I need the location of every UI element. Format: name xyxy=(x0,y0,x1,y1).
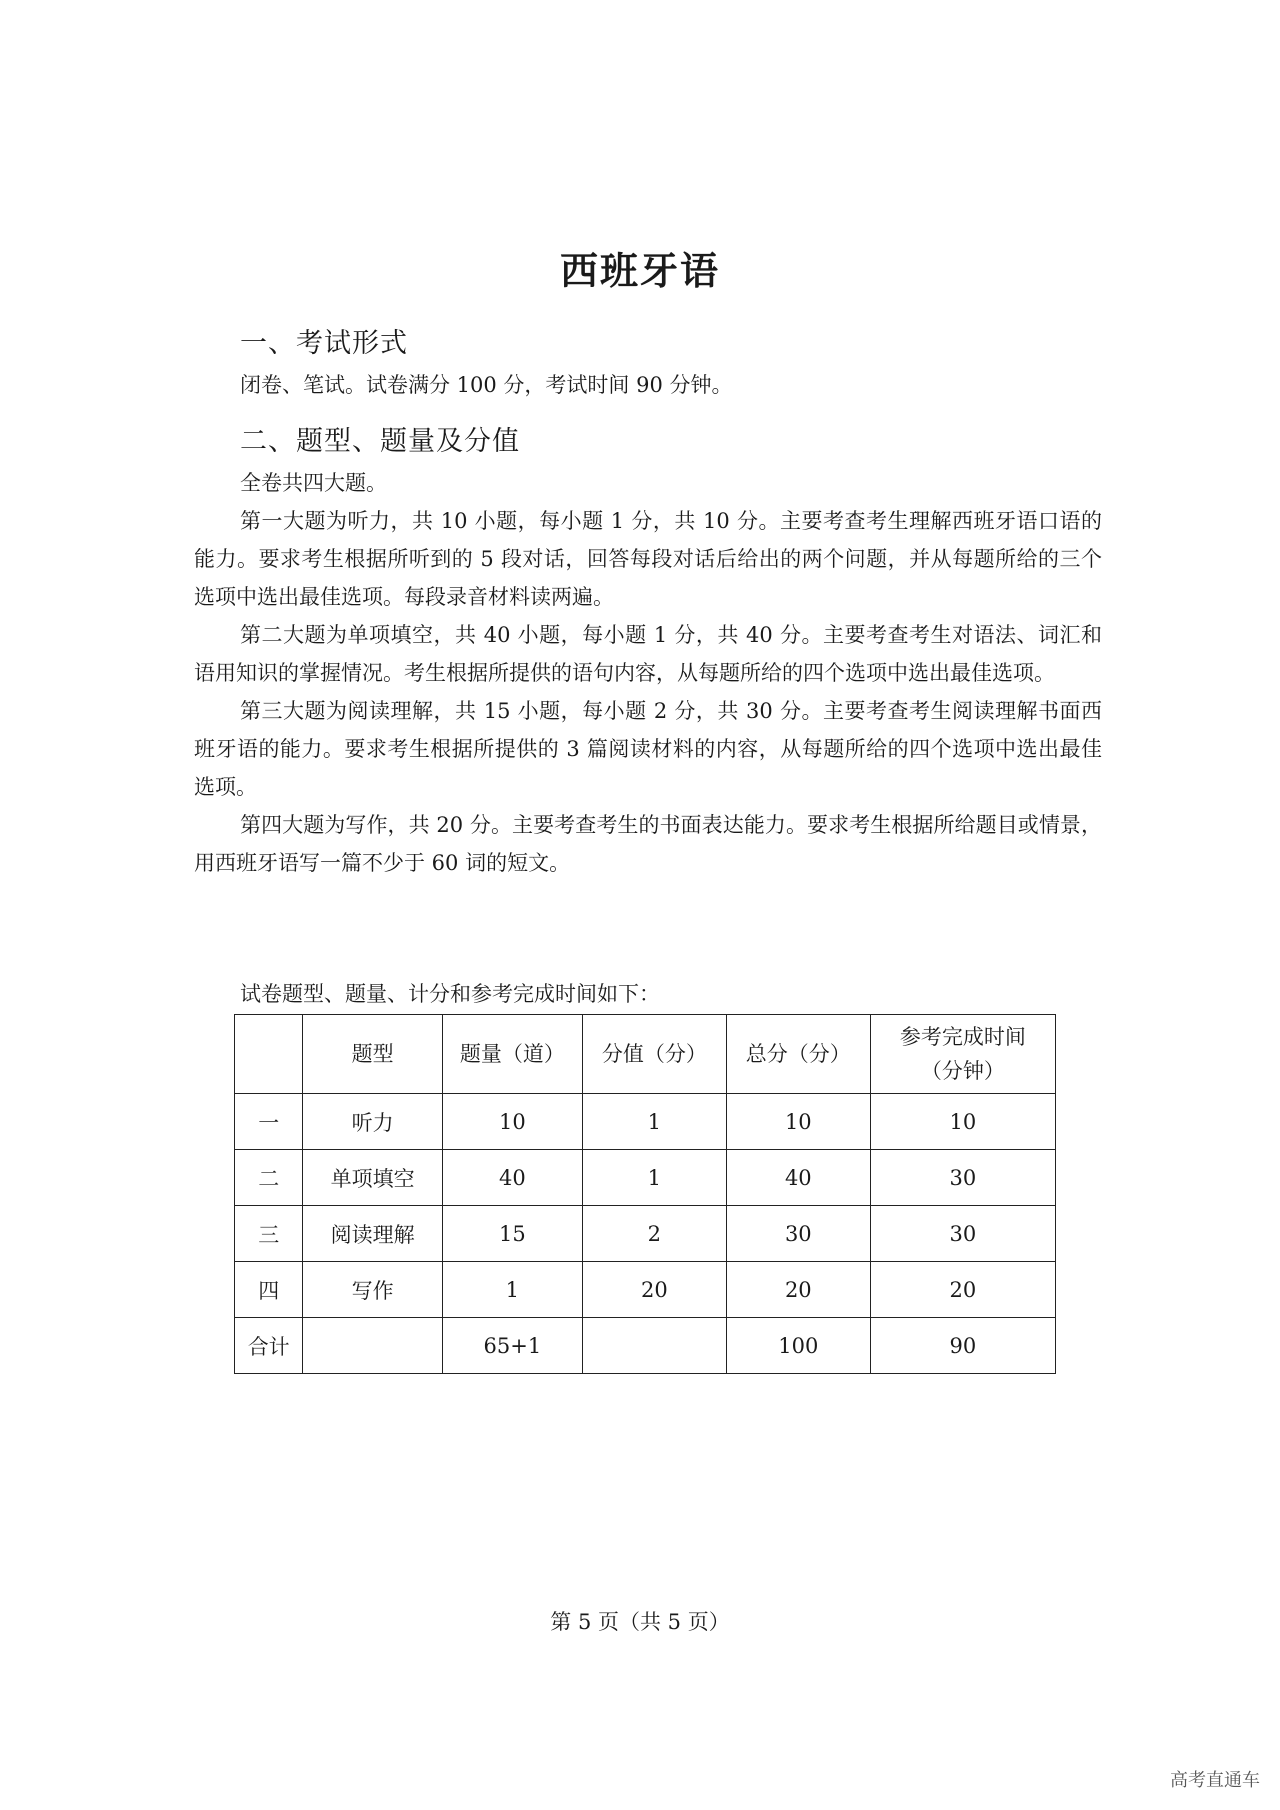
reading-paragraph: 第三大题为阅读理解，共 15 小题，每小题 2 分，共 30 分。主要考查考生阅读理解书面西班牙语的能力。要求考生根据所提供的 3 篇阅读材料的内容，从每题所给的四个选项中选出最佳选项。 xyxy=(194,699,1102,799)
cell-total: 100 xyxy=(726,1318,870,1374)
listening-paragraph: 第一大题为听力，共 10 小题，每小题 1 分，共 10 分。主要考查考生理解西班牙语口语的能力。要求考生根据所听到的 5 段对话，回答每段对话后给出的两个问题，并从每题所给的三个选项中选出最佳选项。每段录音材料读两遍。 xyxy=(194,509,1102,609)
cell-time: 30 xyxy=(870,1150,1055,1206)
header-time xyxy=(870,1015,1055,1094)
cell-total: 30 xyxy=(726,1206,870,1262)
header-time-line2: （分钟） xyxy=(920,1059,1005,1083)
cell-time: 10 xyxy=(870,1094,1055,1150)
fill-in-paragraph: 第二大题为单项填空，共 40 小题，每小题 1 分，共 40 分。主要考查考生对语法、词汇和语用知识的掌握情况。考生根据所提供的语句内容，从每题所给的四个选项中选出最佳选项。 xyxy=(194,623,1102,685)
cell-index: 二 xyxy=(235,1150,303,1206)
cell-time: 30 xyxy=(870,1206,1055,1262)
table-row xyxy=(235,1150,1056,1206)
cell-value: 20 xyxy=(582,1262,726,1318)
cell-count: 40 xyxy=(442,1150,582,1206)
overview-paragraph: 全卷共四大题。 xyxy=(240,471,387,495)
table-row xyxy=(235,1262,1056,1318)
cell-type xyxy=(303,1318,442,1374)
section-heading-question-types: 二、题型、题量及分值 xyxy=(240,426,520,457)
cell-type: 单项填空 xyxy=(303,1150,442,1206)
cell-count: 10 xyxy=(442,1094,582,1150)
cell-index: 一 xyxy=(235,1094,303,1150)
cell-index: 合计 xyxy=(235,1318,303,1374)
header-count: 题量（道） xyxy=(442,1015,582,1094)
cell-total: 10 xyxy=(726,1094,870,1150)
page-number-footer: 第 5 页（共 5 页） xyxy=(550,1610,730,1634)
table-row-total xyxy=(235,1318,1056,1374)
table-header-row xyxy=(235,1015,1056,1094)
cell-time: 20 xyxy=(870,1262,1055,1318)
cell-type: 阅读理解 xyxy=(303,1206,442,1262)
cell-count: 65+1 xyxy=(442,1318,582,1374)
cell-count: 15 xyxy=(442,1206,582,1262)
cell-total: 20 xyxy=(726,1262,870,1318)
table-row xyxy=(235,1206,1056,1262)
section-heading-exam-format: 一、考试形式 xyxy=(240,328,408,359)
cell-value: 1 xyxy=(582,1094,726,1150)
header-time-line1: 参考完成时间 xyxy=(899,1025,1026,1049)
watermark: 高考直通车 xyxy=(1170,1770,1260,1791)
document-body xyxy=(194,322,1102,882)
cell-index: 四 xyxy=(235,1262,303,1318)
header-index xyxy=(235,1015,303,1094)
cell-value: 1 xyxy=(582,1150,726,1206)
cell-count: 1 xyxy=(442,1262,582,1318)
header-value: 分值（分） xyxy=(582,1015,726,1094)
cell-index: 三 xyxy=(235,1206,303,1262)
page-title: 西班牙语 xyxy=(559,249,720,293)
cell-type: 写作 xyxy=(303,1262,442,1318)
header-total: 总分（分） xyxy=(726,1015,870,1094)
writing-paragraph: 第四大题为写作，共 20 分。主要考查考生的书面表达能力。要求考生根据所给题目或情景，用西班牙语写一篇不少于 60 词的短文。 xyxy=(194,813,1102,875)
table-caption: 试卷题型、题量、计分和参考完成时间如下： xyxy=(240,982,660,1006)
header-type: 题型 xyxy=(303,1015,442,1094)
cell-value xyxy=(582,1318,726,1374)
cell-type: 听力 xyxy=(303,1094,442,1150)
exam-format-paragraph: 闭卷、笔试。试卷满分 100 分，考试时间 90 分钟。 xyxy=(240,373,733,397)
cell-time: 90 xyxy=(870,1318,1055,1374)
cell-value: 2 xyxy=(582,1206,726,1262)
score-table xyxy=(234,1014,1056,1374)
table-row xyxy=(235,1094,1056,1150)
cell-total: 40 xyxy=(726,1150,870,1206)
